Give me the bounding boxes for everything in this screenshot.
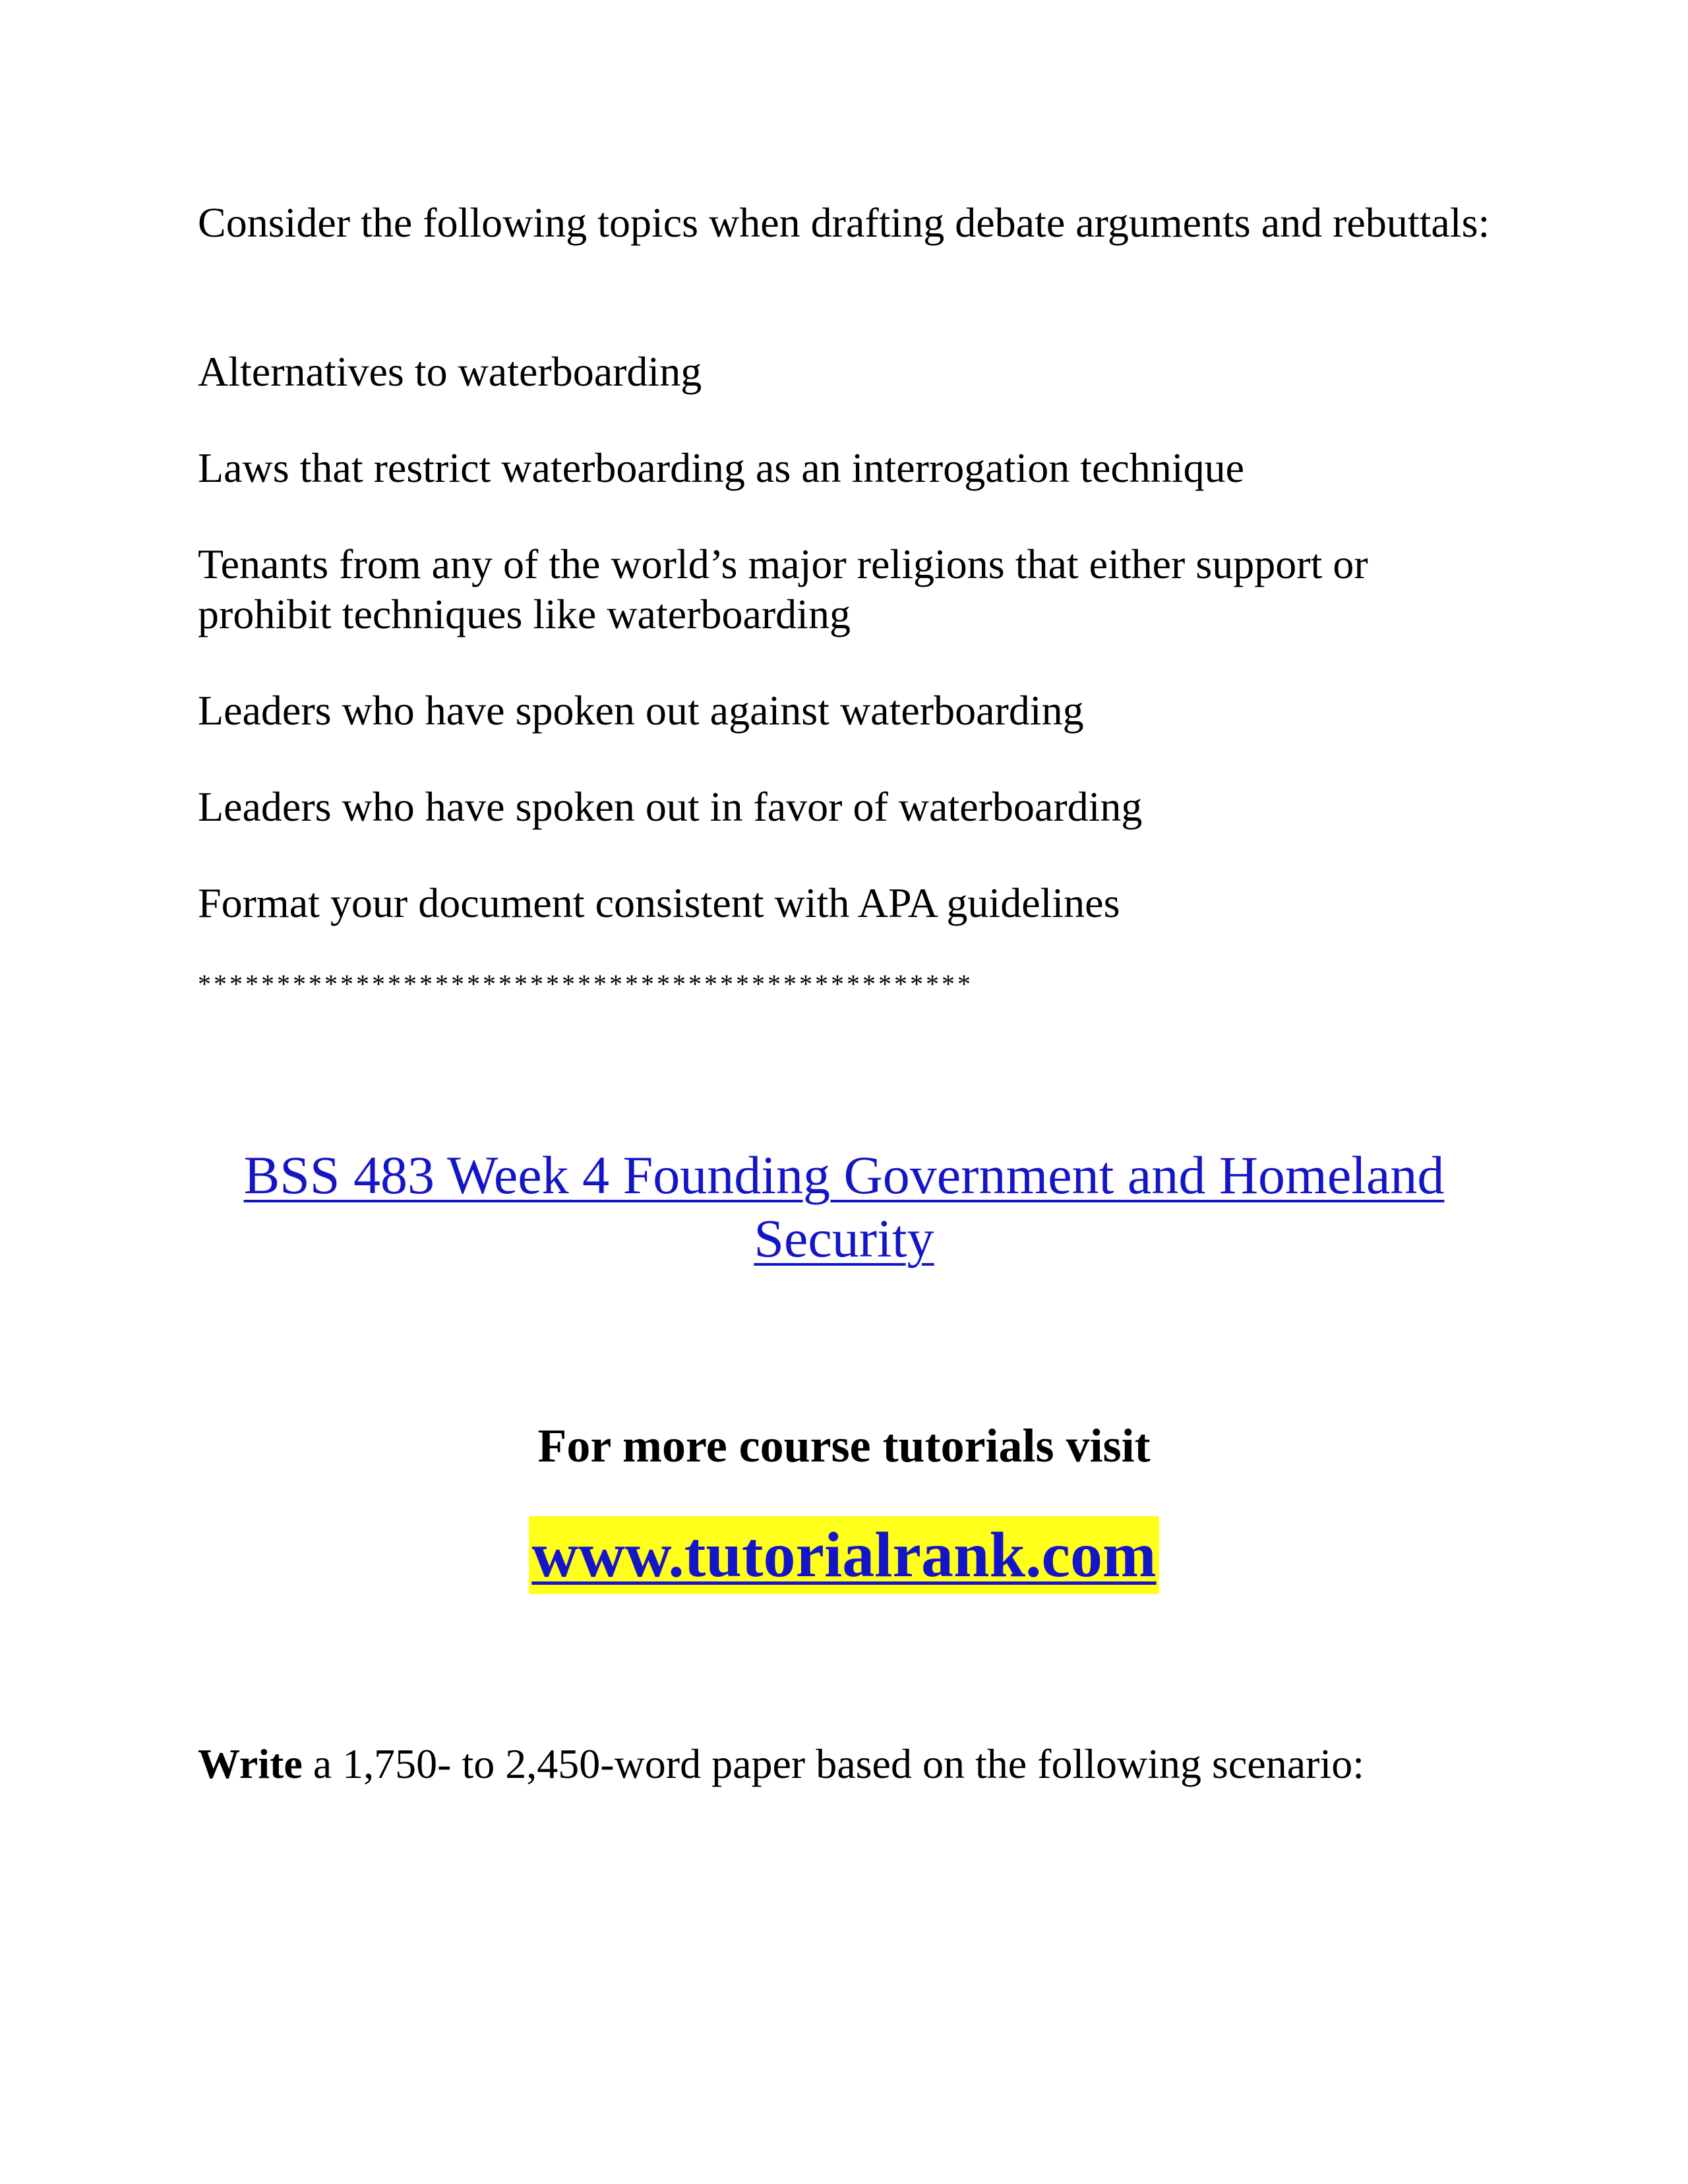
website-link[interactable]: www.tutorialrank.com (529, 1516, 1159, 1594)
topic-leaders-favor: Leaders who have spoken out in favor of waterboarding (198, 783, 1143, 830)
assignment-text: a 1,750- to 2,450-word paper based on the following scenario: (302, 1740, 1364, 1787)
course-heading (198, 1144, 1490, 1270)
website-container (0, 1516, 1688, 1594)
assignment-verb: Write (198, 1740, 303, 1787)
separator-line: ************************************************* (198, 969, 973, 999)
topic-religions: Tenants from any of the world’s major religions that either support or prohibit techniques like waterboarding (198, 541, 1368, 637)
assignment-paragraph (198, 1739, 1517, 1789)
promo-text: For more course tutorials visit (537, 1419, 1151, 1472)
topic-apa-format: Format your document consistent with APA guidelines (198, 879, 1120, 926)
topic-leaders-against: Leaders who have spoken out against waterboarding (198, 687, 1084, 734)
course-link[interactable]: BSS 483 Week 4 Founding Government and Homeland Security (243, 1145, 1445, 1268)
topic-laws: Laws that restrict waterboarding as an interrogation technique (198, 444, 1244, 491)
topic-alternatives: Alternatives to waterboarding (198, 348, 702, 395)
intro-paragraph: Consider the following topics when drafting debate arguments and rebuttals: (198, 199, 1490, 246)
